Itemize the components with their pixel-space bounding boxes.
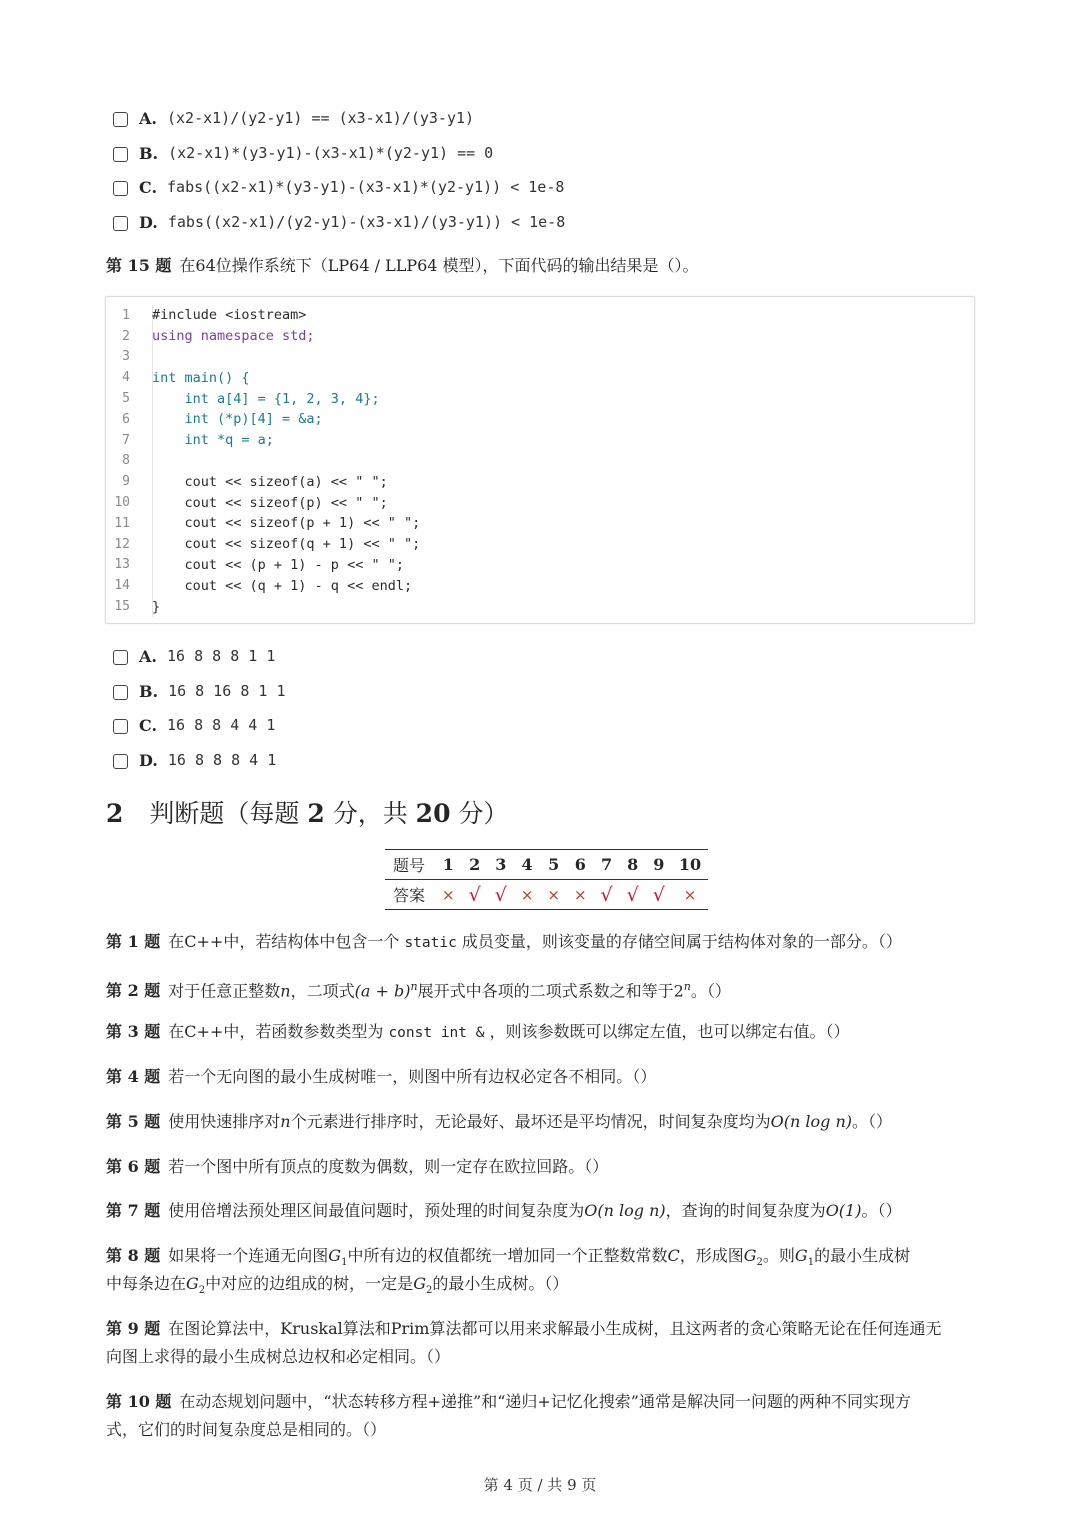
option-text: 16 8 8 4 4 1 xyxy=(167,716,276,734)
code-text: int main() { xyxy=(152,369,250,386)
question-number: 第 15 题 xyxy=(106,256,172,275)
question-text: 的最小生成树。（） xyxy=(432,1274,569,1293)
question-number-cell: 6 xyxy=(567,850,594,880)
checkbox[interactable] xyxy=(113,112,128,127)
line-number: 12 xyxy=(114,536,130,552)
tf-question-8-line-2 xyxy=(106,1273,568,1302)
question-number: 第 9 题 xyxy=(106,1319,161,1338)
checkbox[interactable] xyxy=(113,216,128,231)
question-number-cell: 1 xyxy=(435,850,462,880)
section-points: 2 xyxy=(307,799,325,828)
code-text: cout << sizeof(p) << " "; xyxy=(152,494,388,511)
question-text: 个元素进行排序时，无论最好、最坏还是平均情况，时间复杂度均为 xyxy=(290,1112,771,1131)
question-number: 第 7 题 xyxy=(106,1201,161,1220)
code-line xyxy=(106,305,306,326)
inline-code: static xyxy=(404,935,457,951)
answer-check-mark: √ xyxy=(462,880,488,910)
question-text: 对于任意正整数 xyxy=(168,981,281,1001)
math-var: n xyxy=(280,981,291,1001)
table-row xyxy=(385,850,708,880)
code-text: cout << (p + 1) - p << " "; xyxy=(152,556,404,573)
line-number: 15 xyxy=(114,599,130,615)
math-expr: O(1) xyxy=(825,1201,862,1220)
checkbox[interactable] xyxy=(113,685,128,700)
question-text: 成员变量，则该变量的存储空间属于结构体对象的一部分。（） xyxy=(456,932,902,951)
answer-table xyxy=(385,849,708,910)
option-letter: A. xyxy=(139,108,157,128)
code-text: int a[4] = {1, 2, 3, 4}; xyxy=(152,390,380,407)
question-text: 在C++中，若函数参数类型为 xyxy=(168,1022,389,1041)
question-text: 。（） xyxy=(852,1112,893,1131)
code-text: int *q = a; xyxy=(152,432,274,449)
question-text: 中每条边在 xyxy=(106,1274,187,1293)
q15-option-a[interactable] xyxy=(113,644,275,668)
checkbox[interactable] xyxy=(113,754,128,769)
line-number: 8 xyxy=(122,453,130,469)
question-text: 使用快速排序对 xyxy=(168,1112,281,1131)
math-var: G xyxy=(794,1246,808,1265)
math-var: G xyxy=(413,1274,426,1293)
question-text: 在动态规划问题中，“状态转移方程+递推”和“递归+记忆化搜索”通常是解决同一问题的两种不同实现方 xyxy=(179,1392,911,1411)
section-title-mid: 分，共 xyxy=(324,799,416,828)
question-number-cell: 7 xyxy=(594,850,620,880)
inline-code: const int & xyxy=(388,1025,485,1041)
code-line xyxy=(106,347,152,368)
line-number: 5 xyxy=(122,391,130,407)
checkbox[interactable] xyxy=(113,719,128,734)
math-sub: 2 xyxy=(198,1285,206,1297)
code-line xyxy=(106,388,380,409)
section-title-post: 分） xyxy=(450,799,509,828)
tf-question-10 xyxy=(106,1391,911,1413)
question-number-cell: 10 xyxy=(672,850,708,880)
math-sub: 2 xyxy=(756,1257,763,1269)
answer-cross-mark: × xyxy=(435,880,462,910)
section-heading xyxy=(106,794,508,830)
answer-cross-mark: × xyxy=(540,880,567,910)
answer-check-mark: √ xyxy=(646,880,672,910)
code-line xyxy=(106,326,315,347)
tf-question-10-line-2 xyxy=(106,1419,386,1441)
question-text: 。（） xyxy=(690,981,731,1001)
math-expr: O(n log n) xyxy=(584,1201,666,1220)
code-text: cout << sizeof(q + 1) << " "; xyxy=(152,536,421,553)
math-sub: 1 xyxy=(341,1257,348,1269)
question-text: 式，它们的时间复杂度总是相同的。（） xyxy=(106,1420,387,1439)
tf-question-9 xyxy=(106,1318,941,1340)
answer-check-mark: √ xyxy=(594,880,620,910)
math-expr: O(n log n) xyxy=(770,1112,852,1131)
code-text: cout << sizeof(p + 1) << " "; xyxy=(152,515,421,532)
checkbox[interactable] xyxy=(113,147,128,162)
line-number: 4 xyxy=(122,370,130,386)
math-sub: 2 xyxy=(425,1285,433,1297)
question-text: ，形成图 xyxy=(679,1246,744,1265)
option-letter: C. xyxy=(139,177,158,197)
tf-question-9-line-2 xyxy=(106,1346,450,1368)
code-line xyxy=(106,575,412,596)
section-total: 20 xyxy=(415,799,451,828)
line-number: 10 xyxy=(114,495,130,511)
option-text: 16 8 16 8 1 1 xyxy=(168,682,286,700)
question-text: 展开式中各项的二项式系数之和等于2 xyxy=(417,981,684,1001)
checkbox[interactable] xyxy=(113,650,128,665)
question-text: 向图上求得的最小生成树总边权和必定相同。（） xyxy=(106,1347,451,1366)
option-letter: D. xyxy=(139,212,158,232)
option-text: 16 8 8 8 1 1 xyxy=(166,647,276,665)
tf-question-7 xyxy=(106,1200,901,1222)
code-line xyxy=(106,596,160,617)
question-text: 的最小生成树 xyxy=(814,1246,911,1265)
math-var: G xyxy=(328,1246,342,1265)
option-letter: A. xyxy=(139,646,157,666)
question-number-cell: 3 xyxy=(488,850,514,880)
question-number: 第 2 题 xyxy=(106,981,161,1001)
answer-label: 答案 xyxy=(385,880,435,910)
question-text: 在图论算法中，Kruskal算法和Prim算法都可以用来求解最小生成树，且这两者的贪心策略无论在任何连通无 xyxy=(168,1319,942,1338)
code-line xyxy=(106,409,323,430)
option-letter: C. xyxy=(139,715,158,735)
question-text: 在C++中，若结构体中包含一个 xyxy=(168,932,405,951)
q15-option-c[interactable] xyxy=(113,713,275,737)
q15-option-d[interactable] xyxy=(113,748,276,772)
option-text: 16 8 8 8 4 1 xyxy=(167,751,277,769)
q15-option-b[interactable] xyxy=(113,679,286,703)
question-number: 第 8 题 xyxy=(106,1246,161,1265)
question-number: 第 1 题 xyxy=(106,932,161,951)
question-text: 若一个无向图的最小生成树唯一，则图中所有边权必定各不相同。（） xyxy=(168,1067,657,1086)
answer-cross-mark: × xyxy=(567,880,594,910)
question-number-cell: 5 xyxy=(540,850,567,880)
code-text: cout << (q + 1) - q << endl; xyxy=(152,577,413,594)
option-text: fabs((x2-x1)*(y3-y1)-(x3-x1)*(y2-y1)) < 1e-8 xyxy=(167,178,565,196)
tf-question-4 xyxy=(106,1066,656,1088)
question-text: 中对应的边组成的树，一定是 xyxy=(205,1274,414,1293)
math-sup: n xyxy=(683,980,691,993)
code-text: using namespace std; xyxy=(152,328,315,345)
tf-question-1 xyxy=(106,931,902,954)
question-text: 若一个图中所有顶点的度数为偶数，则一定存在欧拉回路。（） xyxy=(168,1157,609,1176)
question-number-cell: 2 xyxy=(462,850,488,880)
tf-question-8 xyxy=(106,1245,910,1274)
question-text: 在64位操作系统下（LP64 / LLP64 模型），下面代码的输出结果是（）。 xyxy=(179,256,699,275)
answer-check-mark: √ xyxy=(620,880,646,910)
section-title-pre: 判断题（每题 xyxy=(149,799,308,828)
question-text: ，二项式 xyxy=(290,981,355,1001)
option-letter: D. xyxy=(139,750,158,770)
tf-question-3 xyxy=(106,1021,850,1044)
question-text: ，则该参数既可以绑定左值，也可以绑定右值。（） xyxy=(484,1022,850,1041)
question-text: 如果将一个连通无向图 xyxy=(168,1246,329,1265)
code-line xyxy=(106,492,388,513)
code-text: #include <iostream> xyxy=(152,307,307,324)
section-number: 2 xyxy=(106,799,124,828)
line-number: 9 xyxy=(122,474,130,490)
answer-check-mark: √ xyxy=(488,880,514,910)
math-var: G xyxy=(743,1246,757,1265)
question-text: 。（） xyxy=(861,1201,902,1220)
option-text: (x2-x1)*(y3-y1)-(x3-x1)*(y2-y1) == 0 xyxy=(168,144,494,162)
q14-option-b[interactable] xyxy=(113,141,493,165)
question-text: 中所有边的权值都统一增加同一个正整数常数 xyxy=(347,1246,668,1265)
line-number: 3 xyxy=(122,349,130,365)
tf-question-2 xyxy=(106,976,731,1002)
math-expr: (a + b) xyxy=(354,981,411,1001)
question-number: 第 10 题 xyxy=(106,1392,172,1411)
question-number-cell: 4 xyxy=(514,850,541,880)
option-letter: B. xyxy=(139,143,159,163)
line-number: 7 xyxy=(122,432,130,448)
table-row xyxy=(385,880,708,910)
checkbox[interactable] xyxy=(113,181,128,196)
line-number: 2 xyxy=(122,328,130,344)
question-number: 第 6 题 xyxy=(106,1157,161,1176)
code-line xyxy=(106,430,274,451)
option-letter: B. xyxy=(139,681,159,701)
line-number: 13 xyxy=(114,557,130,573)
line-number: 14 xyxy=(114,578,130,594)
question-text: 。则 xyxy=(762,1246,795,1265)
q15-question xyxy=(106,255,699,277)
question-text: 使用倍增法预处理区间最值问题时，预处理的时间复杂度为 xyxy=(168,1201,585,1220)
option-text: (x2-x1)/(y2-y1) == (x3-x1)/(y3-y1) xyxy=(166,109,475,127)
question-number: 第 4 题 xyxy=(106,1067,161,1086)
question-number: 第 3 题 xyxy=(106,1022,161,1041)
code-block xyxy=(105,296,975,624)
question-number: 第 5 题 xyxy=(106,1112,161,1131)
code-line xyxy=(106,534,420,555)
answer-cross-mark: × xyxy=(514,880,541,910)
line-number: 11 xyxy=(114,515,130,531)
math-var: C xyxy=(667,1246,680,1265)
code-line xyxy=(106,555,404,576)
q14-option-d[interactable] xyxy=(113,210,565,234)
line-number: 6 xyxy=(122,411,130,427)
q14-option-c[interactable] xyxy=(113,175,564,199)
q14-option-a[interactable] xyxy=(113,106,474,130)
line-number: 1 xyxy=(122,307,130,323)
question-number-cell: 9 xyxy=(646,850,672,880)
tf-question-5 xyxy=(106,1111,892,1133)
code-text: cout << sizeof(a) << " "; xyxy=(152,473,388,490)
option-text: fabs((x2-x1)/(y2-y1)-(x3-x1)/(y3-y1)) < 1e-8 xyxy=(167,213,566,231)
code-text: } xyxy=(152,598,161,615)
code-line xyxy=(106,471,388,492)
code-line xyxy=(106,513,420,534)
question-number-cell: 8 xyxy=(620,850,646,880)
page-footer: 第 4 页 / 共 9 页 xyxy=(483,1476,597,1494)
answer-cross-mark: × xyxy=(672,880,708,910)
code-text: int (*p)[4] = &a; xyxy=(152,411,323,428)
math-sub: 1 xyxy=(807,1257,815,1269)
code-line xyxy=(106,367,250,388)
header-label: 题号 xyxy=(385,850,435,880)
math-sup: n xyxy=(410,980,418,993)
code-line xyxy=(106,451,152,472)
math-var: G xyxy=(186,1274,199,1293)
math-var: n xyxy=(280,1112,291,1131)
question-text: ，查询的时间复杂度为 xyxy=(665,1201,826,1220)
tf-question-6 xyxy=(106,1156,608,1178)
